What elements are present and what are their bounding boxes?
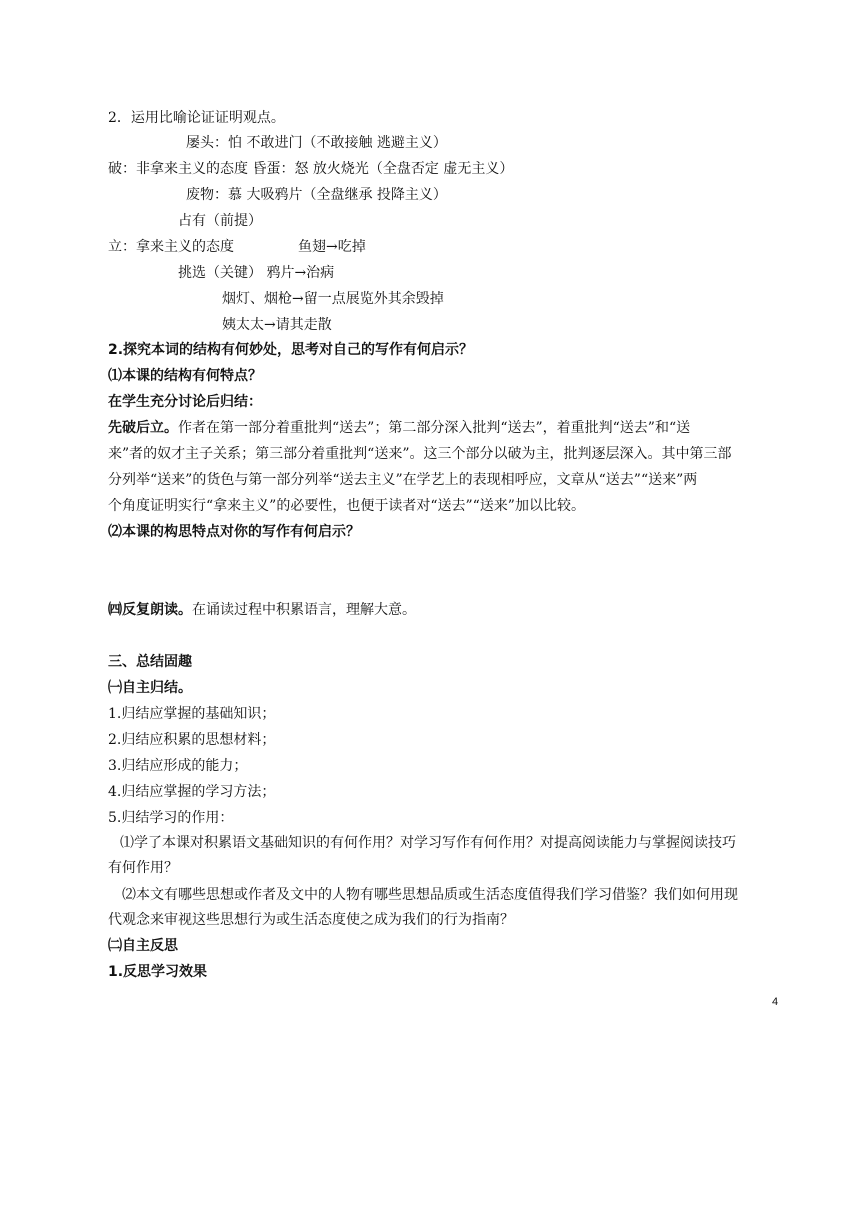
sub-heading: ㈠自主归结。 — [108, 680, 192, 696]
paragraph-line: 个角度证明实行“拿来主义”的必要性，也便于读者对“送去”“送来”加以比较。 — [108, 498, 585, 514]
paragraph-text: 作者在第一部分着重批判“送去”；第二部分深入批判“送去”，着重批判“送去”和“送 — [178, 420, 691, 436]
section-heading: 2.探究本词的结构有何妙处，思考对自己的写作有何启示？ — [108, 342, 474, 358]
sub-heading: ⑵本课的构思特点对你的写作有何启示？ — [108, 524, 360, 540]
paragraph-line — [108, 600, 416, 620]
page-number: 4 — [772, 996, 779, 1008]
list-item: 4.归结应掌握的学习方法； — [108, 784, 276, 800]
list-item: 2.归结应积累的思想材料； — [108, 732, 276, 748]
outline-line: 破：非拿来主义的态度 昏蛋：怒 放火烧光（全盘否定 虚无主义） — [108, 161, 514, 177]
lead-phrase: ㈣反复朗读。 — [108, 602, 192, 618]
paragraph-line: 来”者的奴才主子关系；第三部分着重批判“送来”。这三个部分以破为主，批判逐层深入。其中第三部 — [108, 446, 732, 462]
sub-heading: 在学生充分讨论后归结： — [108, 394, 262, 410]
paragraph-line: 有何作用？ — [108, 860, 178, 876]
outline-line: 鱼翅→吃掉 — [298, 239, 366, 255]
list-item: 3.归结应形成的能力； — [108, 758, 248, 774]
outline-line: 废物：慕 大吸鸦片（全盘继承 投降主义） — [186, 187, 447, 203]
paragraph-line: ⑵本文有哪些思想或作者及文中的人物有哪些思想品质或生活态度值得我们学习借鉴？我们如何用现 — [122, 887, 738, 903]
point-heading: 2．运用比喻论证证明观点。 — [108, 110, 285, 126]
paragraph-line: 分列举“送来”的货色与第一部分列举“送去主义”在学艺上的表现相呼应，文章从“送去”“送来”两 — [108, 472, 698, 488]
outline-line: 挑选（关键） 鸦片→治病 — [178, 265, 335, 281]
outline-line: 占有（前提） — [178, 213, 262, 229]
lead-phrase: 先破后立。 — [108, 420, 178, 436]
outline-line: 烟灯、烟枪→留一点展览外其余毁掉 — [222, 291, 444, 307]
paragraph-text: 在诵读过程中积累语言，理解大意。 — [192, 602, 416, 618]
paragraph-line — [108, 418, 690, 438]
paragraph-line: 代观念来审视这些思想行为或生活态度使之成为我们的行为指南？ — [108, 912, 514, 928]
list-item: 1.归结应掌握的基础知识； — [108, 706, 276, 722]
outline-line: 姨太太→请其走散 — [222, 317, 332, 333]
list-item: 5.归结学习的作用： — [108, 810, 234, 826]
sub-heading: ㈡自主反思 — [108, 938, 178, 954]
outline-line: 立：拿来主义的态度 — [108, 239, 234, 255]
outline-line: 屡头：怕 不敢进门（不敢接触 逃避主义） — [186, 135, 447, 151]
section-heading: 三、总结固趣 — [108, 654, 192, 670]
sub-heading: ⑴本课的结构有何特点？ — [108, 368, 262, 384]
sub-heading: 1.反思学习效果 — [108, 964, 208, 980]
paragraph-line: ⑴学了本课对积累语文基础知识的有何作用？对学习写作有何作用？对提高阅读能力与掌握阅读技巧 — [120, 835, 736, 851]
